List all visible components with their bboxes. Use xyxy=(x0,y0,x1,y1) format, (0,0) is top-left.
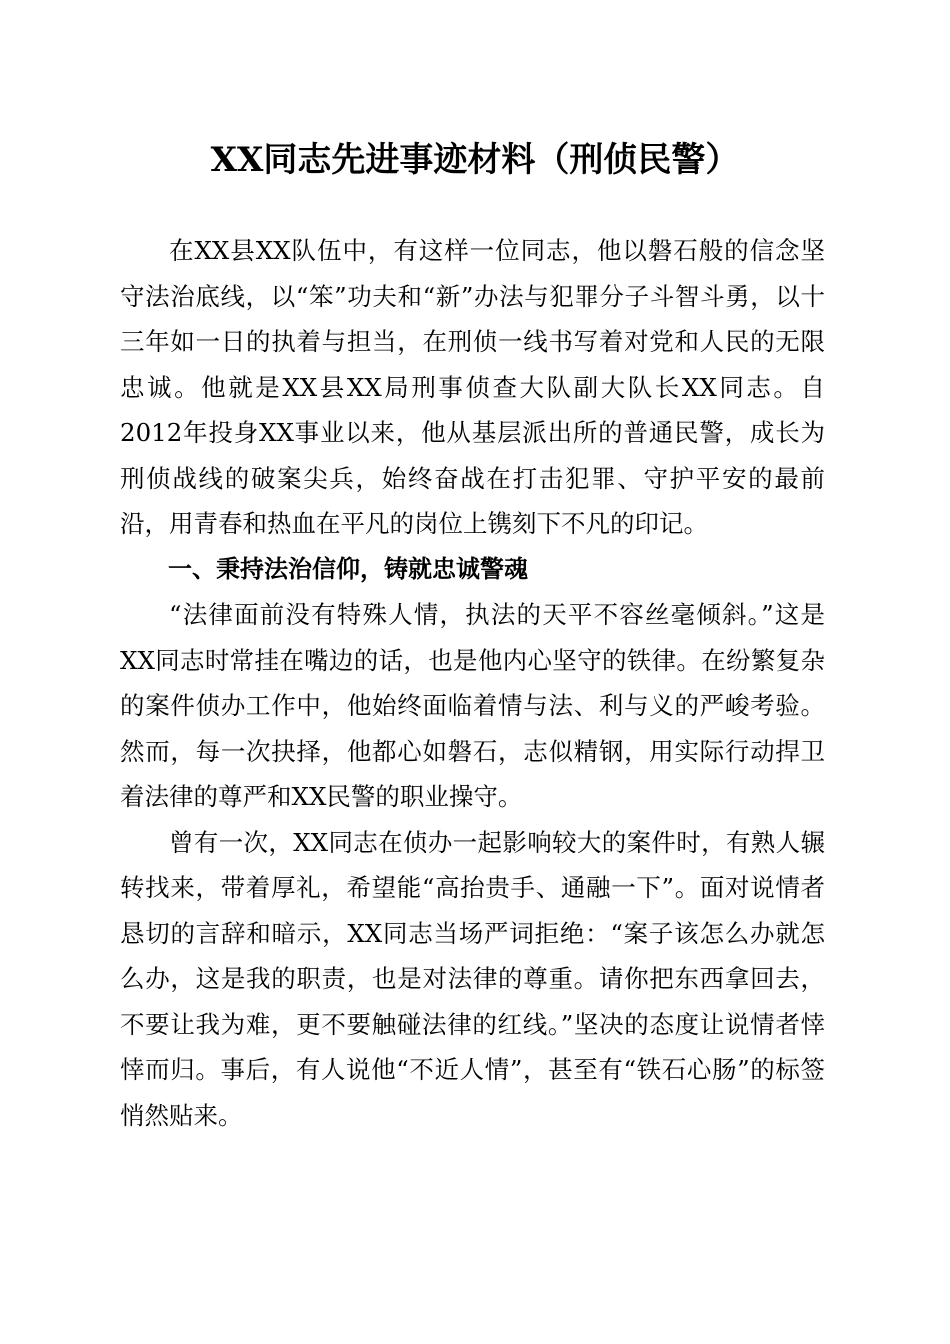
section-heading-1: 一、秉持法治信仰，铸就忠诚警魂 xyxy=(168,554,528,583)
document-body xyxy=(120,228,825,1138)
body-paragraph-case-story: 曾有一次，XX同志在侦办一起影响较大的案件时，有熟人辗转找来，带着厚礼，希望能“高抬贵手、通融一下”。面对说情者恳切的言辞和暗示，XX同志当场严词拒绝：“案子该怎么办就怎么办，这是我的职责，也是对法律的尊重。请你把东西拿回去，不要让我为难，更不要触碰法律的红线。”坚决的态度让说情者悻悻而归。事后，有人说他“不近人情”，甚至有“铁石心肠”的标签悄然贴来。 xyxy=(120,827,825,1130)
body-paragraph-intro: 在XX县XX队伍中，有这样一位同志，他以磐石般的信念坚守法治底线，以“笨”功夫和“新”办法与犯罪分子斗智斗勇，以十三年如一日的执着与担当，在刑侦一线书写着对党和人民的无限忠诚。他就是XX县XX局刑事侦查大队副大队长XX同志。自2012年投身XX事业以来，他从基层派出所的普通民警，成长为刑侦战线的破案尖兵，始终奋战在打击犯罪、守护平安的最前沿，用青春和热血在平凡的岗位上镌刻下不凡的印记。 xyxy=(120,236,825,538)
document-title: XX同志先进事迹材料（刑侦民警） xyxy=(210,140,740,180)
body-paragraph-law-quote: “法律面前没有特殊人情，执法的天平不容丝毫倾斜。”这是XX同志时常挂在嘴边的话，也是他内心坚守的铁律。在纷繁复杂的案件侦办工作中，他始终面临着情与法、利与义的严峻考验。然而，每一次抉择，他都心如磐石，志似精钢，用实际行动捍卫着法律的尊严和XX民警的职业操守。 xyxy=(120,600,825,811)
